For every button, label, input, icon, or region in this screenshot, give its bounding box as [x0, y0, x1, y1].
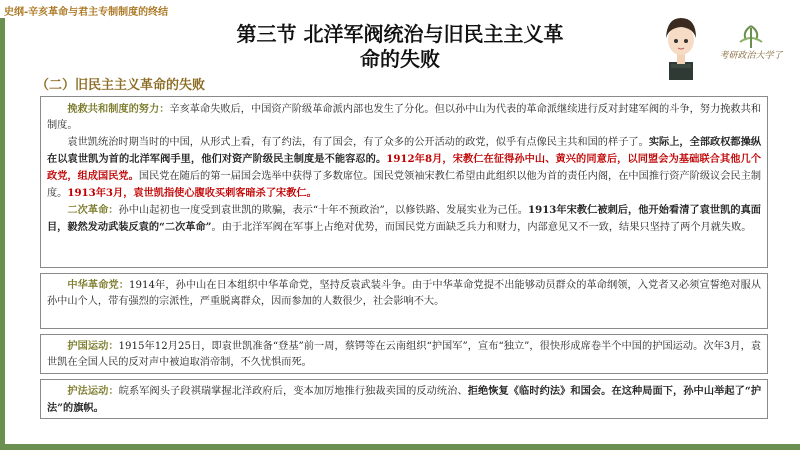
title-line-2: 命的失败: [360, 47, 440, 71]
brand-logo: [712, 22, 790, 70]
title-line-1: 第三节 北洋军阀统治与旧民主主义革: [236, 22, 564, 46]
section-title: （二）旧民主主义革命的失败: [36, 78, 206, 93]
breadcrumb: 史纲-辛亥革命与君主专制制度的终结: [4, 7, 169, 18]
logo-text: 考研政治大学了: [719, 51, 783, 61]
page-title: [200, 22, 600, 72]
label-chinese-revolutionary-party: 中华革命党：: [67, 279, 130, 291]
bottom-accent-bar: [0, 444, 800, 450]
box-constitution-protection: 护法运动：皖系军阀头子段祺瑞掌握北洋政府后，变本加厉地推行独裁卖国的反动统治、拒绝恢复《临时约法》和国会。在这种局面下，孙中山举起了“护法”的旗帜。: [40, 379, 768, 419]
box-national-protection: 护国运动：1915年12月25日，即袁世凯准备“登基”前一周，蔡锷等在云南组织“护国军”，宣布“独立”，很快形成席卷半个中国的护国运动。次年3月，袁世凯在全国人民的反对声中被迫取消帝制，不久忧惧而死。: [40, 334, 768, 374]
label-national-protection: 护国运动：: [67, 340, 119, 352]
avatar: [655, 10, 707, 80]
label-constitution-protection: 护法运动：: [67, 385, 119, 397]
label-second-revolution: 二次革命：: [67, 204, 119, 216]
paragraph-3: 二次革命：孙中山起初也一度受到袁世凯的欺骗，表示“十年不预政治”，以修铁路、发展实业为己任。1913年宋教仁被刺后，他开始看清了袁世凯的真面目，毅然发动武装反袁的“二次革命”。由于北洋军阀在军事上占绝对优势，而国民党方面缺乏兵力和财力，内部意见又不一致，结果只坚持了两个月就失败。: [47, 204, 761, 233]
label-save-republic: 挽救共和制度的努力：: [67, 103, 170, 115]
paragraph-1: 挽救共和制度的努力：辛亥革命失败后，中国资产阶级革命派内部也发生了分化。但以孙中山为代表的革命派继续进行反对封建军阀的斗争，努力挽救共和制度。: [47, 103, 762, 131]
paragraph-2: 袁世凯统治时期当时的中国，从形式上看，有了约法，有了国会，有了众多的公开活动的政党，似乎有点像民主共和国的样子了。实际上，全部政权都操纵在以袁世凯为首的北洋军阀手里，他们对资产阶级民主制度是不能容忍的。1912年8月，宋教仁在征得孙中山、黄兴的同意后，以同盟会为基础联合其他几个政党，组成国民党。国民党在随后的第一届国会选举中获得了多数席位。国民党领袖宋教仁希望由此组织以他为首的责任内阁，在中国推行资产阶级议会民主制度。1913年3月，袁世凯指使心腹收买刺客暗杀了宋教仁。: [47, 136, 762, 199]
box-chinese-revolutionary-party: 中华革命党：1914年，孙中山在日本组织中华革命党，坚持反袁武装斗争。由于中华革命党提不出能够动员群众的革命纲领，入党者又必须宣誓绝对服从孙中山个人，带有强烈的宗派性，严重脱离群众，因而参加的人数很少，社会影响不大。: [40, 273, 768, 329]
main-content-box: [40, 96, 768, 268]
logo-tree-icon: [712, 22, 790, 70]
left-accent-stripe: [0, 18, 5, 450]
